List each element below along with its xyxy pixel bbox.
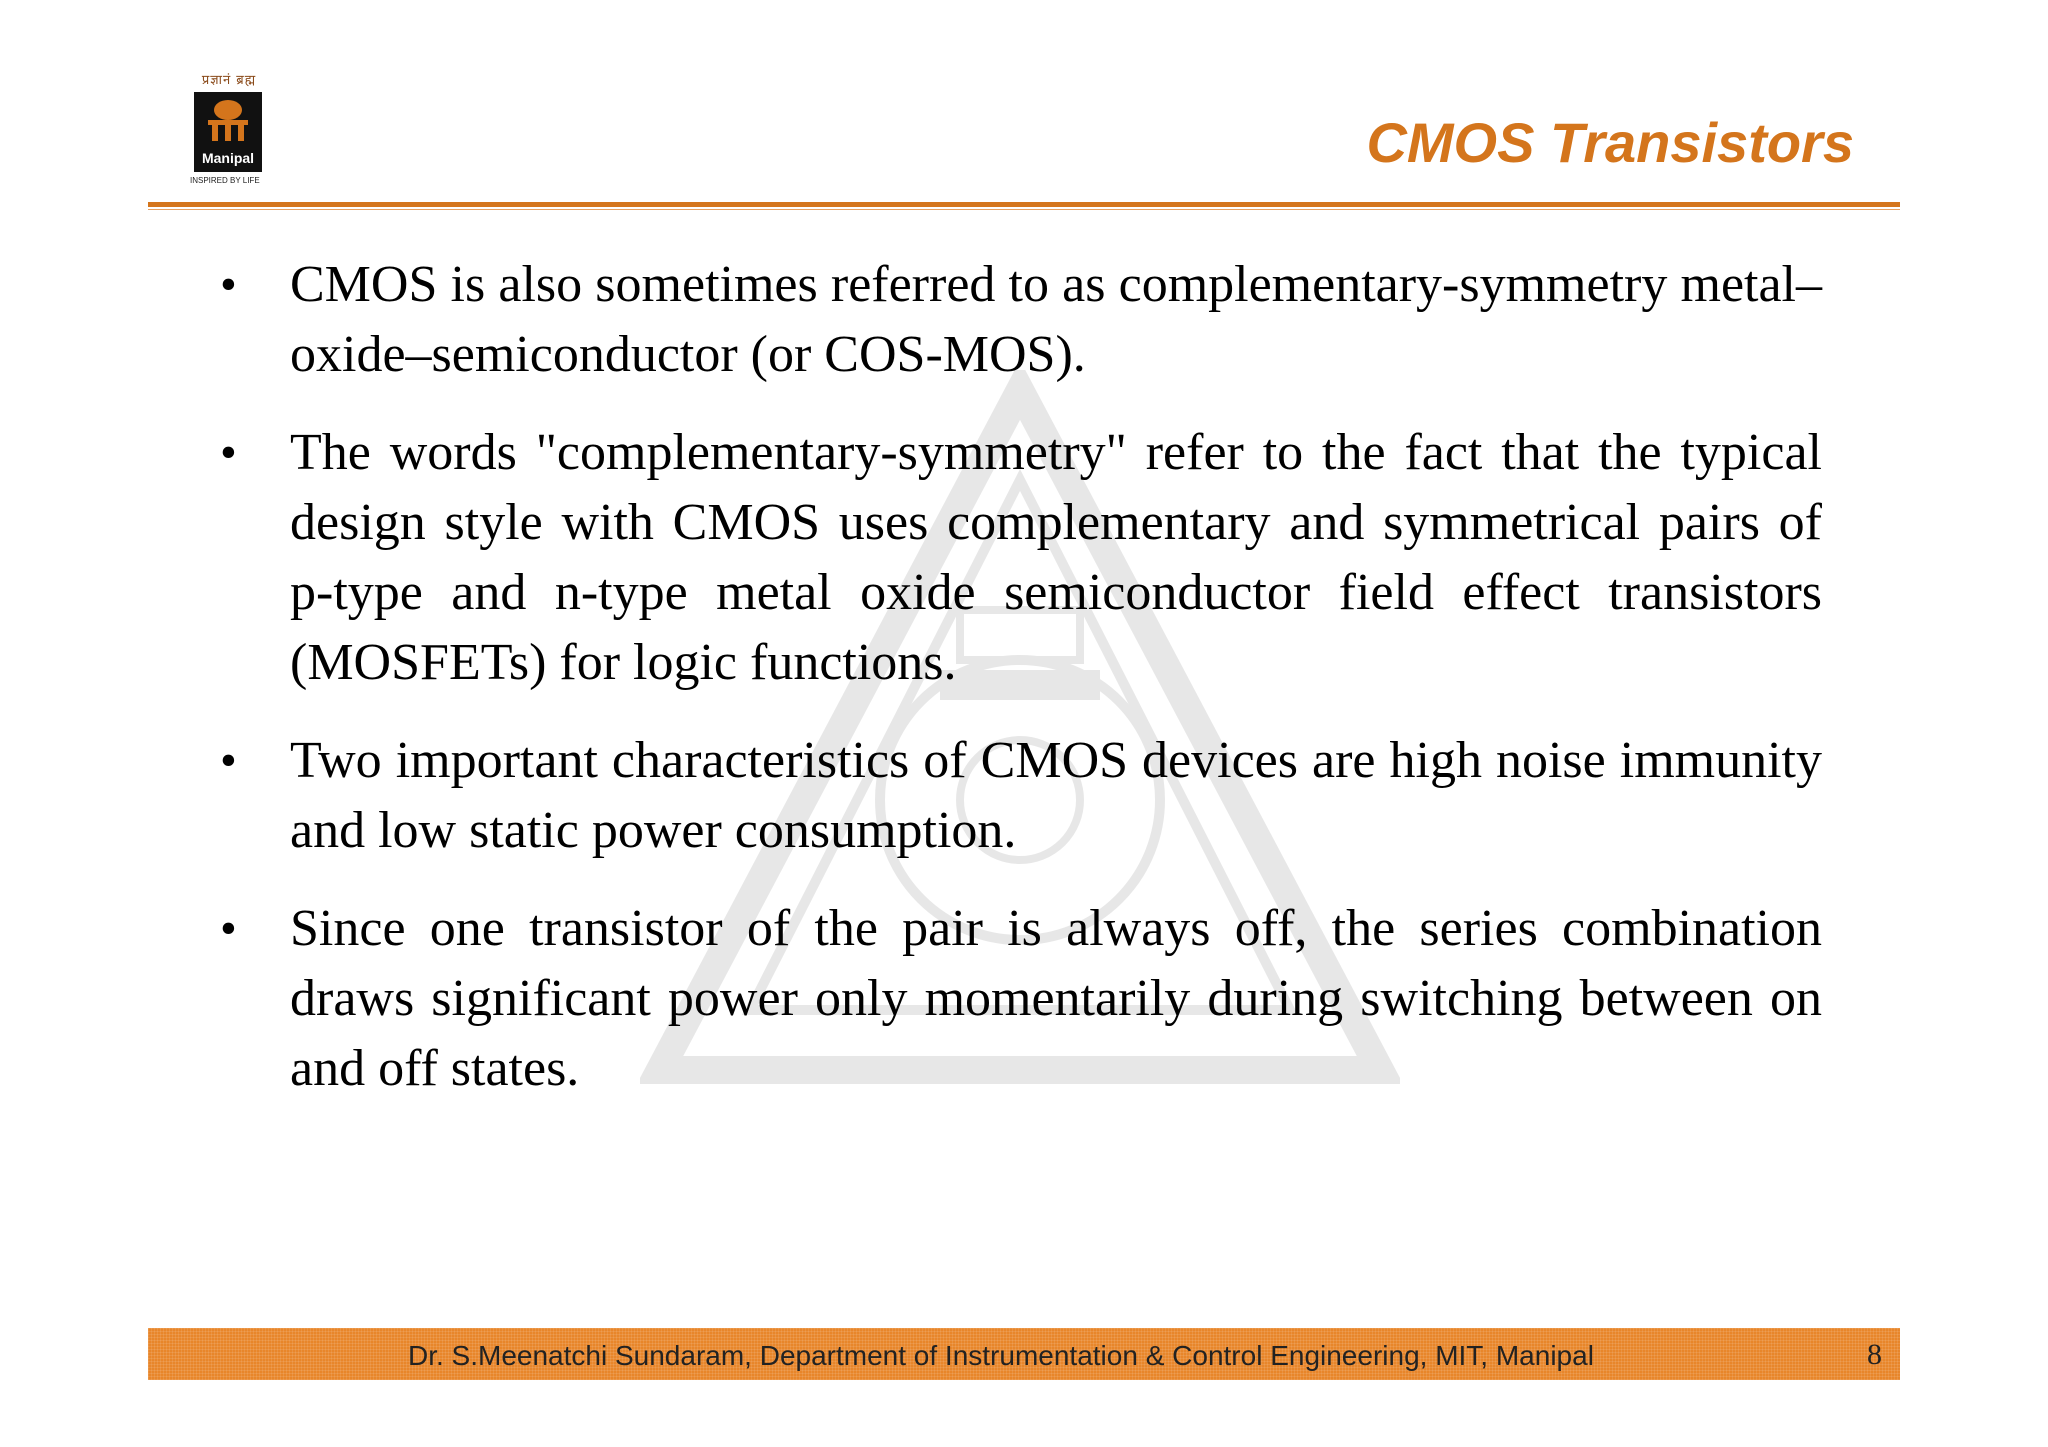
bullet-marker: • bbox=[220, 902, 237, 955]
bullet-text: The words "complementary-symmetry" refer to the fact that the typical design style with CMOS uses complementary and symmetrical pairs of p-type and n-type metal oxide semiconductor field effect transistors (MOSFETs) for logic functions. bbox=[290, 424, 1822, 691]
footer-bar bbox=[148, 1328, 1900, 1380]
bullet-text: Since one transistor of the pair is always off, the series combination draws significant power only momentarily during switching between on and off states. bbox=[290, 900, 1822, 1097]
bullet-item bbox=[220, 726, 1822, 866]
manipal-logo-icon bbox=[190, 70, 268, 192]
logo-mark-icon bbox=[202, 98, 254, 144]
bullet-marker: • bbox=[220, 258, 237, 311]
bullet-list bbox=[220, 250, 1822, 1132]
bullet-item bbox=[220, 418, 1822, 698]
bullet-item bbox=[220, 250, 1822, 390]
bullet-text: CMOS is also sometimes referred to as complementary-symmetry metal–oxide–semiconductor (or COS-MOS). bbox=[290, 256, 1822, 383]
slide-title: CMOS Transistors bbox=[1366, 111, 1854, 174]
title-divider bbox=[148, 202, 1900, 207]
bullet-item bbox=[220, 894, 1822, 1104]
logo-motto: प्रज्ञानं ब्रह्म bbox=[201, 73, 257, 88]
logo-name: Manipal bbox=[201, 150, 255, 166]
footer-text: Dr. S.Meenatchi Sundaram, Department of Instrumentation & Control Engineering, MIT, Manipal bbox=[408, 1340, 1594, 1371]
bullet-marker: • bbox=[220, 426, 237, 479]
page-number: 8 bbox=[1867, 1338, 1882, 1371]
bullet-marker: • bbox=[220, 734, 237, 787]
title-divider-thin bbox=[148, 209, 1900, 210]
bullet-text: Two important characteristics of CMOS devices are high noise immunity and low static power consumption. bbox=[290, 732, 1822, 859]
logo-box bbox=[194, 92, 262, 172]
logo-tagline: INSPIRED BY LIFE bbox=[190, 176, 260, 185]
